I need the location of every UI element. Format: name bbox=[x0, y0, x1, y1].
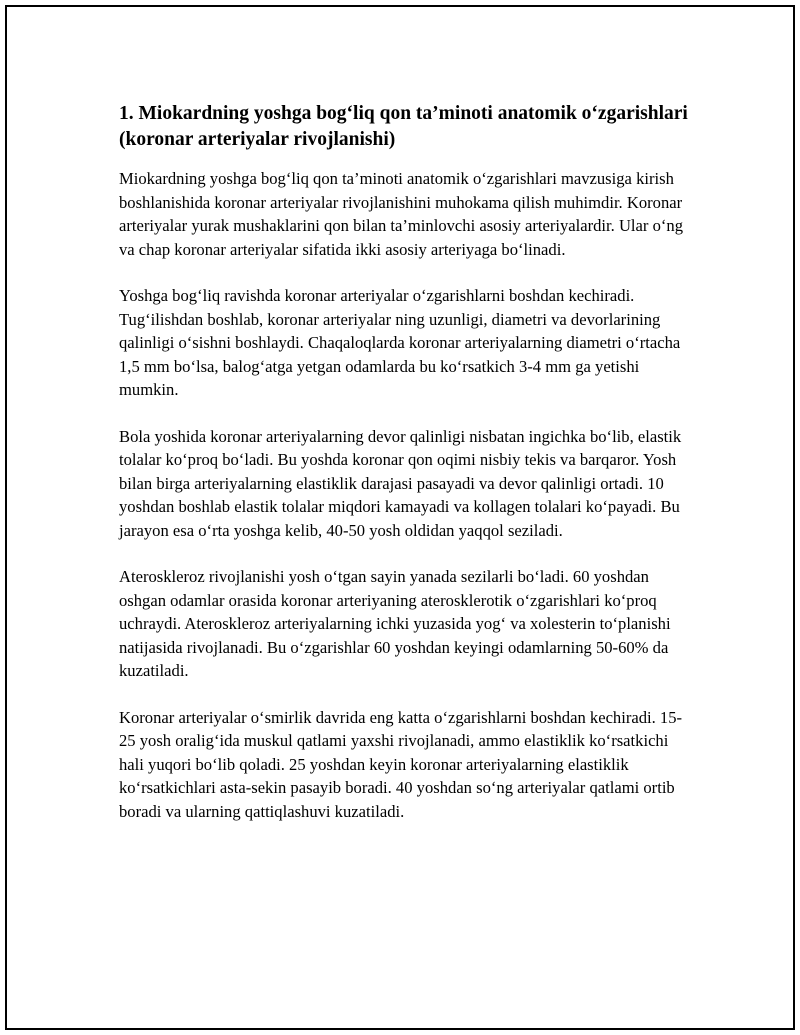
document-heading: 1. Miokardning yoshga bog‘liq qon ta’minoti anatomik o‘zgarishlari (koronar arteriyalar rivojlanishi) bbox=[119, 103, 688, 150]
paragraph-2: Yoshga bog‘liq ravishda koronar arteriyalar o‘zgarishlarni boshdan kechiradi. Tug‘ilishdan boshlab, koronar arteriyalar ning uzunligi, diametri va devorlarining qalinligi o‘sishni boshlaydi. Chaqaloqlarda koronar arteriyalarning diametri o‘rtacha 1,5 mm bo‘lsa, balog‘atga yetgan odamlarda bu ko‘rsatkich 3-4 mm ga yetishi mumkin. bbox=[119, 286, 681, 399]
page-frame bbox=[5, 5, 795, 1030]
paragraph-1: Miokardning yoshga bog‘liq qon ta’minoti anatomik o‘zgarishlari mavzusiga kirish boshlanishida koronar arteriyalar rivojlanishini muhokama qilish muhimdir. Koronar arteriyalar yurak mushaklarini qon bilan ta’minlovchi asosiy arteriyalardir. Ular o‘ng va chap koronar arteriyalar sifatida ikki asosiy arteriyaga bo‘linadi. bbox=[119, 169, 684, 259]
paragraph-5: Koronar arteriyalar o‘smirlik davrida eng katta o‘zgarishlarni boshdan kechiradi. 15-25 yosh oralig‘ida muskul qatlami yaxshi rivojlanadi, ammo elastiklik ko‘rsatkichi hali yuqori bo‘lib qoladi. 25 yoshdan keyin koronar arteriyalarning elastiklik ko‘rsatkichlari asta-sekin pasayib boradi. 40 yoshdan so‘ng arteriyalar qatlami ortib boradi va ularning qattiqlashuvi kuzatiladi. bbox=[119, 707, 683, 821]
paragraph-3: Bola yoshida koronar arteriyalarning devor qalinligi nisbatan ingichka bo‘lib, elastik tolalar ko‘proq bo‘ladi. Bu yoshda koronar qon oqimi nisbiy tekis va barqaror. Yosh bilan birga arteriyalarning elastiklik darajasi pasayadi va devor qalinligi ortadi. 10 yoshdan boshlab elastik tolalar miqdori kamayadi va kollagen tolalari ko‘payadi. Bu jarayon esa o‘rta yoshga kelib, 40-50 yosh oldidan yaqqol seziladi. bbox=[119, 426, 682, 540]
document-body bbox=[119, 101, 697, 846]
paragraph-4: Ateroskleroz rivojlanishi yosh o‘tgan sayin yanada sezilarli bo‘ladi. 60 yoshdan oshgan odamlar orasida koronar arteriyaning aterosklerotik o‘zgarishlari ko‘proq uchraydi. Ateroskleroz arteriyalarning ichki yuzasida yog‘ va xolesterin to‘planishi natijasida rivojlanadi. Bu o‘zgarishlar 60 yoshdan keyingi odamlarning 50-60% da kuzatiladi. bbox=[119, 567, 671, 680]
